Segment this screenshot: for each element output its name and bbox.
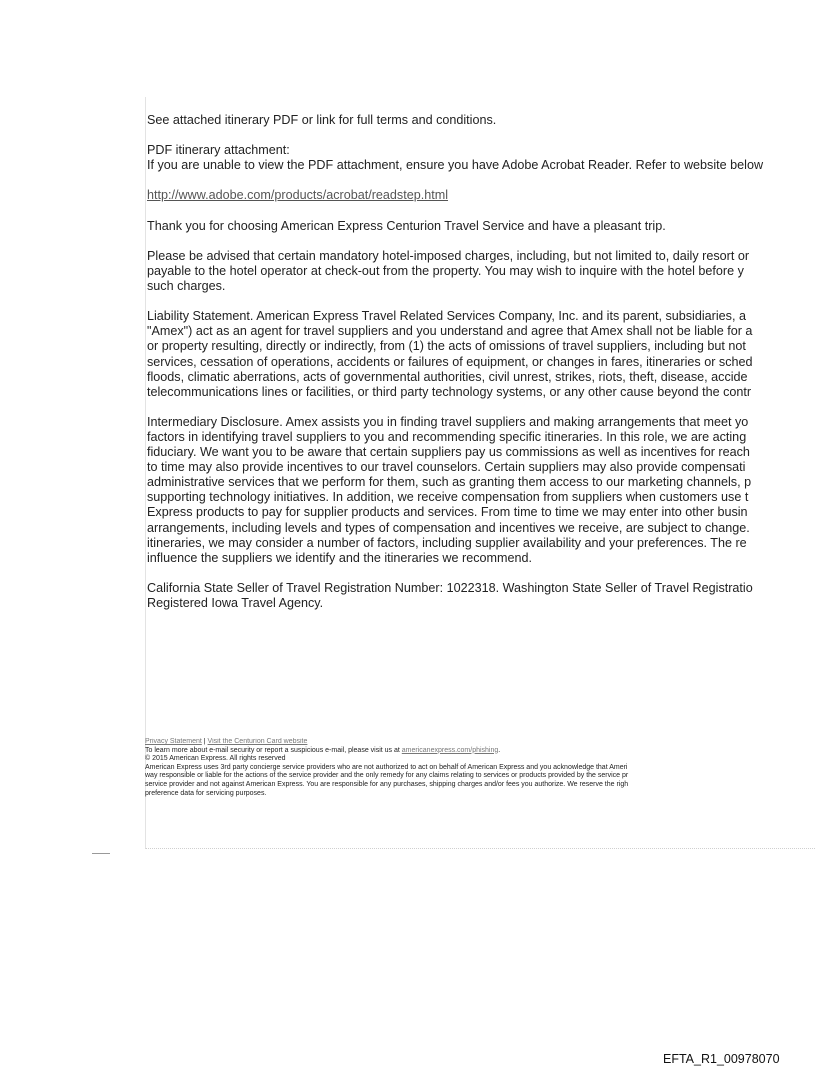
text-line: arrangements, including levels and types of compensation and incentives we receive, are subject to change. [147,520,750,535]
text-line: Liability Statement. American Express Travel Related Services Company, Inc. and its parent, subsidiaries, a [147,309,746,324]
text-line: factors in identifying travel suppliers to you and recommending specific itineraries. In this role, we are acting [147,429,747,444]
document-id: EFTA_R1_00978070 [663,1052,780,1066]
disclaimer-line: service provider and not against American Express. You are responsible for any purchases, shipping charges and/or fees you authorize. We reserve the righ [145,780,629,788]
text-line: payable to the hotel operator at check-out from the property. You may wish to inquire with the hotel before y [147,263,744,278]
terms-paragraph [147,113,816,128]
disclaimer-line: way responsible or liable for the actions of the service provider and the only remedy for any claims relating to services or products provided by the service pr [145,772,629,780]
text-line: telecommunications lines or facilities, or third party technology systems, or any other cause beyond the contr [147,384,752,399]
text-line: floods, climatic aberrations, acts of governmental authorities, civil unrest, strikes, riots, theft, disease, accide [147,369,748,384]
security-notice-text: To learn more about e-mail security or report a suspicious e-mail, please visit us at [145,746,402,754]
text-line: Please be advised that certain mandatory hotel-imposed charges, including, but not limited to, daily resort or [147,248,750,263]
footer-links [145,738,816,747]
liability-statement-paragraph [147,309,816,400]
text-line: supporting technology initiatives. In addition, we receive compensation from suppliers when customers use t [147,490,749,505]
intermediary-disclosure-paragraph [147,415,816,566]
text-line: Express products to pay for supplier products and services. From time to time we may enter into other busin [147,505,748,520]
email-footer [145,738,816,798]
text-line: Registered Iowa Travel Agency. [147,596,324,610]
text-line: Intermediary Disclosure. Amex assists you in finding travel suppliers and making arrangements that meet yo [147,414,749,429]
text-line: See attached itinerary PDF or link for full terms and conditions. [147,113,497,127]
text-line: If you are unable to view the PDF attachment, ensure you have Adobe Acrobat Reader. Refer to website below [147,158,764,173]
text-line: to time may also provide incentives to our travel counselors. Certain suppliers may also provide compensati [147,460,746,475]
text-line: or property resulting, directly or indirectly, from (1) the acts of omissions of travel suppliers, including but not [147,339,746,354]
text-line: fiduciary. We want you to be aware that certain suppliers pay us commissions as well as incentives for reach [147,445,750,460]
phishing-link[interactable]: americanexpress.com/phishing [401,746,499,754]
adobe-reader-link[interactable]: http://www.adobe.com/products/acrobat/readstep.html [147,188,449,203]
text-line: influence the suppliers we identify and the itineraries we recommend. [147,550,533,565]
thank-you-paragraph [147,219,816,234]
text-line: PDF itinerary attachment: [147,143,290,158]
link-separator: | [201,738,208,745]
text-line: services, cessation of operations, accidents or failures of equipment, or changes in fares, itineraries or sched [147,354,753,369]
text-line: itineraries, we may consider a number of factors, including supplier availability and your preferences. The re [147,535,747,550]
privacy-statement-link[interactable]: Privacy Statement [145,738,202,745]
hotel-charges-paragraph [147,249,816,294]
text-line: Thank you for choosing American Express Centurion Travel Service and have a pleasant trip. [147,218,666,233]
disclaimer-line: American Express uses 3rd party concierge service providers who are not authorized to act on behalf of American Express and you acknowledge that Ameri [145,763,628,771]
copyright: © 2015 American Express. All rights reserved [145,755,286,763]
text-line: administrative services that we perform for them, such as granting them access to our marketing channels, p [147,475,752,490]
security-notice-end: . [498,746,501,754]
security-notice [145,747,816,756]
pdf-attachment-paragraph [147,143,816,173]
adobe-link-paragraph [147,188,816,203]
email-body [147,113,816,626]
centurion-card-link[interactable]: Visit the Centurion Card website [207,738,308,745]
seller-registration-paragraph [147,581,816,611]
margin-mark [92,853,110,854]
text-line: such charges. [147,279,226,294]
text-line: "Amex") act as an agent for travel suppliers and you understand and agree that Amex shall not be liable for a [147,324,753,339]
disclaimer-line: preference data for servicing purposes. [145,789,267,797]
text-line: California State Seller of Travel Registration Number: 1022318. Washington State Seller of Travel Registratio [147,580,753,595]
